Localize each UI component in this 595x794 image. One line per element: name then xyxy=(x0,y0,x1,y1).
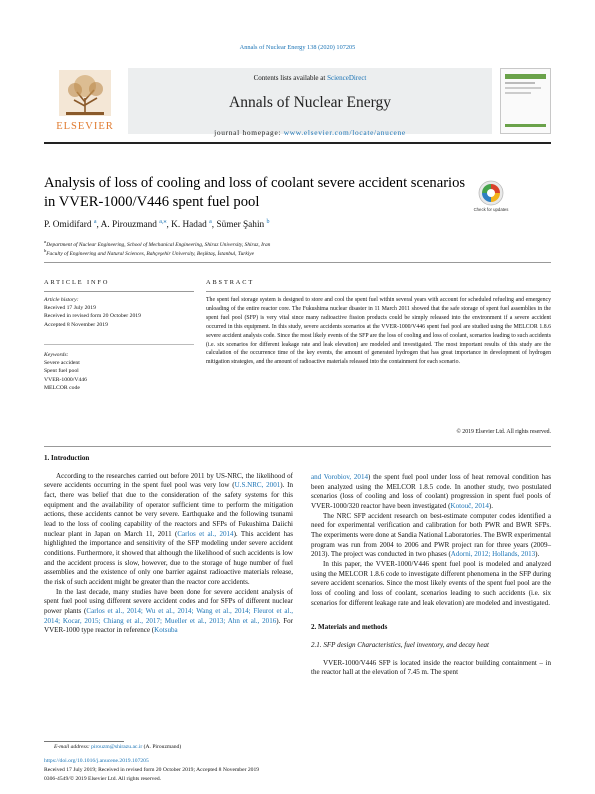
keyword: VVER-1000/V446 xyxy=(44,376,87,383)
corresponding-author-footnote xyxy=(54,744,181,750)
contents-line xyxy=(128,74,492,82)
citation-link[interactable]: Kotouč, 2014 xyxy=(450,501,489,510)
history-accepted: Accepted 8 November 2019 xyxy=(44,321,108,328)
crossmark-icon xyxy=(478,180,504,206)
running-header[interactable]: Annals of Nuclear Energy 138 (2020) 107205 xyxy=(239,44,356,51)
homepage-prefix: journal homepage: xyxy=(214,128,284,137)
history-revised: Received in revised form 20 October 2019 xyxy=(44,313,141,320)
paragraph-text: According to the researches carried out before 2011 by US-NRC, the likelihood of severe accidents occurring in the spent fuel pool was very low ( xyxy=(44,471,293,490)
citation-link[interactable]: and Vorobiov, 2014 xyxy=(311,473,368,481)
paragraph: In this paper, the VVER-1000/V446 spent fuel pool is modeled and analyzed using the MELCOR 1.8.6 code to investigate different phenomena in the SFP during severe accident scenarios. Since the most likely events of the spent fuel pool are the loss of cooling and loss of coolant, scenarios leading to such accidents (i.e. six scenarios for different leakage rate and leak elevation) are modeled and investigated. xyxy=(311,559,551,607)
homepage-link[interactable]: www.elsevier.com/locate/anucene xyxy=(283,128,406,137)
affiliation-mark: b xyxy=(44,248,47,253)
abstract-text: The spent fuel storage system is designed to store and cool the spent fuel within several years with account for scheduled refueling and emergency unloading of the entire reactor core. The Fukushima nuclear disaster in 11 March 2011 showed that the safe storage of spent fuel assemblies in the spent fuel pool (SFP) is very vital since many radioactive fission products could be simply released into the environment if a severe accident occurred in this equipment. In this study, severe accidents scenarios at the VVER-1000/V446 spent fuel pool are studied using the MELCOR 1.8.6 severe accident analysis code. Since the most likely events of the SFP are the loss of cooling and loss of coolant, scenarios leading to such accidents (i.e. six scenarios for different leakage rate and leak elevation) are modeled and investigated. The most important results of this study are the calculation of the occurrence time of the key events, the amount of generated hydrogen that has great importance in development of hydrogen mitigation strategies, and the amount of radioactive materials released into the containment for each scenario. xyxy=(206,297,551,366)
keywords xyxy=(44,351,194,392)
citation-link[interactable]: Carlos et al., 2014 xyxy=(177,529,234,538)
author-affil-mark[interactable]: a xyxy=(209,219,212,225)
author-name: A. Pirouzmand xyxy=(100,220,157,231)
doi-link[interactable]: https://doi.org/10.1016/j.anucene.2019.107205 xyxy=(44,758,149,764)
affiliation-text: Department of Nuclear Engineering, School of Mechanical Engineering, Shiraz University, Shiraz, Iran xyxy=(46,241,271,248)
author-affil-mark[interactable]: b xyxy=(266,219,270,225)
citation-link[interactable]: Kotsuba xyxy=(154,626,178,635)
author-name: K. Hadad xyxy=(171,220,207,231)
article-title: Analysis of loss of cooling and loss of coolant severe accident scenarios in VVER-1000/V446 spent fuel pool xyxy=(44,175,466,210)
footnote-rule xyxy=(44,741,124,742)
footnote-author: (A. Pirouzmand) xyxy=(142,744,182,750)
check-for-updates-label[interactable]: Check for updates xyxy=(473,207,509,212)
paragraph-text: ). This accident has highlighted the importance and sensitivity of the SFP modeling under severe accident conditions. Furthermore, it showed that although the likelihood of such accidents is low and the accident process is slow, however, due to the storage of huge number of fuel assemblies and the existence of only one barrier against radioactive materials release, the risk of such accident might be greater than the reactor core accidents. xyxy=(44,529,294,586)
author-affil-mark[interactable]: a, xyxy=(159,219,164,225)
affiliation-b xyxy=(44,248,544,257)
paragraph xyxy=(44,588,293,636)
author-name: P. Omidifard xyxy=(44,220,92,231)
author-email-link[interactable]: pirouzm@shirazu.ac.ir xyxy=(91,744,143,750)
abstract-copyright: © 2019 Elsevier Ltd. All rights reserved. xyxy=(456,429,551,435)
paragraph xyxy=(311,473,551,512)
contents-prefix: Contents lists available at xyxy=(253,74,328,82)
abstract-bottom-rule xyxy=(44,446,551,447)
paragraph-text: The NRC SFP accident research on best-estimate computer codes identified a need for experimental verification and calibration for both PWR and BWR SFPs. The experiments were done at Sandia National Laboratories. The BWR experimental program was run from 2004 to 2006 and PWR project ran for three years (2009–2013). The project was conducted in two phases ( xyxy=(311,511,551,559)
abstract-rule xyxy=(206,291,551,292)
paragraph-text: ). xyxy=(488,501,494,510)
section-heading-materials: 2. Materials and methods xyxy=(311,623,388,632)
paragraph-text: ). In fact, there was belief that due to the consideration of the safety systems for this equipment and the availability of operator sufficient time to perform the mitigation actions, these accidents cannot be very severe. Earthquake and the following tsunami lead to the loss of cooling capability of the reactors and SFPs of Fukushima Daiichi nuclear plant in Japan on March 11, 2011 ( xyxy=(44,481,294,538)
article-info-heading: ARTICLE INFO xyxy=(44,279,110,286)
paragraph xyxy=(311,512,551,560)
journal-cover-icon xyxy=(501,69,550,133)
paragraph-text: ). xyxy=(535,550,540,559)
subsection-heading: 2.1. SFP design Characteristics, fuel inventory, and decay heat xyxy=(311,640,489,649)
footer-received: Received 17 July 2019 xyxy=(44,767,96,773)
paragraph-text: ). For VVER-1000 type reactor in reference ( xyxy=(44,616,293,635)
affiliation-text: Faculty of Engineering and Natural Sciences, Bahçeşehir University, Beşiktaş, İstanbul, Turkiye xyxy=(46,250,255,257)
paragraph-text: ) the spent fuel pool under loss of heat removal condition has been analyzed using the MELCOR 1.8.5 code. In another study, two postulated scenarios (loss of cooling and loss of coolant) progression in spent fuel pools of VVER-1000/320 reactor have been investigated ( xyxy=(311,473,551,510)
affiliation-rule xyxy=(44,262,551,263)
elsevier-logo xyxy=(44,68,126,134)
history-label: Article history: xyxy=(44,297,79,303)
abstract-heading: ABSTRACT xyxy=(206,279,255,286)
paragraph: VVER-1000/V446 SFP is located inside the reactor building containment – in the reactor hall at the elevation of 7.45 m. The spent xyxy=(311,658,551,677)
journal-cover-thumbnail[interactable] xyxy=(500,68,551,134)
author-affil-mark[interactable]: a xyxy=(93,219,97,225)
keyword: MELCOR code xyxy=(44,384,80,391)
footer-dates: Received 17 July 2019; Received in revised form 20 October 2019; Accepted 8 November 2019 xyxy=(44,767,260,773)
journal-title: Annals of Nuclear Energy xyxy=(229,94,391,111)
footer-revised: Received in revised form 20 October 2019 xyxy=(98,767,194,773)
banner-rule xyxy=(44,142,551,144)
keywords-rule xyxy=(44,344,194,345)
journal-homepage xyxy=(128,128,492,137)
affiliation-mark: a xyxy=(44,239,47,244)
paragraph xyxy=(44,472,293,588)
section-heading-introduction: 1. Introduction xyxy=(44,454,90,462)
author-name: Sümer Şahin xyxy=(216,220,265,231)
keywords-label: Keywords: xyxy=(44,352,69,358)
elsevier-wordmark: ELSEVIER xyxy=(56,121,114,132)
article-info-rule xyxy=(44,291,194,292)
footer-accepted: Accepted 8 November 2019 xyxy=(196,767,260,773)
sciencedirect-link[interactable]: ScienceDirect xyxy=(327,74,367,82)
citation-link[interactable]: Adorni, 2012; Hollands, 2013 xyxy=(450,550,536,559)
citation-link[interactable]: Carlos et al., 2014; Wu et al., 2014; Wang et al., 2014; Fleurot et al., 2014; Kocar, 2015; Chiang et al., 2017; Mueller et al., 2013; Ahn et al., 2016 xyxy=(44,606,293,625)
corresponding-author-icon[interactable]: ⁎ xyxy=(163,219,167,225)
history-received: Received 17 July 2019 xyxy=(44,305,96,312)
body-column-left xyxy=(44,448,293,636)
body-column-right xyxy=(311,473,551,678)
article-history xyxy=(44,296,194,329)
keyword: Spent fuel pool xyxy=(44,368,79,375)
affiliation-a xyxy=(44,239,544,248)
paragraph-text: In the last decade, many studies have been done for severe accident analysis of spent fuel pool using different severe accident codes and for SFPs of different nuclear power plants ( xyxy=(44,587,293,615)
citation-link[interactable]: U.S.NRC, 2001 xyxy=(234,481,281,490)
author-list: P. Omidifard $^a$, A. Pirouzmand $^{a,⁎}$, K. Hadad $^a$, Sümer Şahin $^b$ xyxy=(44,219,270,231)
keyword: Severe accident xyxy=(44,360,80,367)
issn-line: 0306-4549/© 2019 Elsevier Ltd. All rights reserved. xyxy=(44,776,162,782)
check-for-updates-icon[interactable] xyxy=(478,180,504,206)
footnote-label: E-mail address: xyxy=(54,744,90,750)
